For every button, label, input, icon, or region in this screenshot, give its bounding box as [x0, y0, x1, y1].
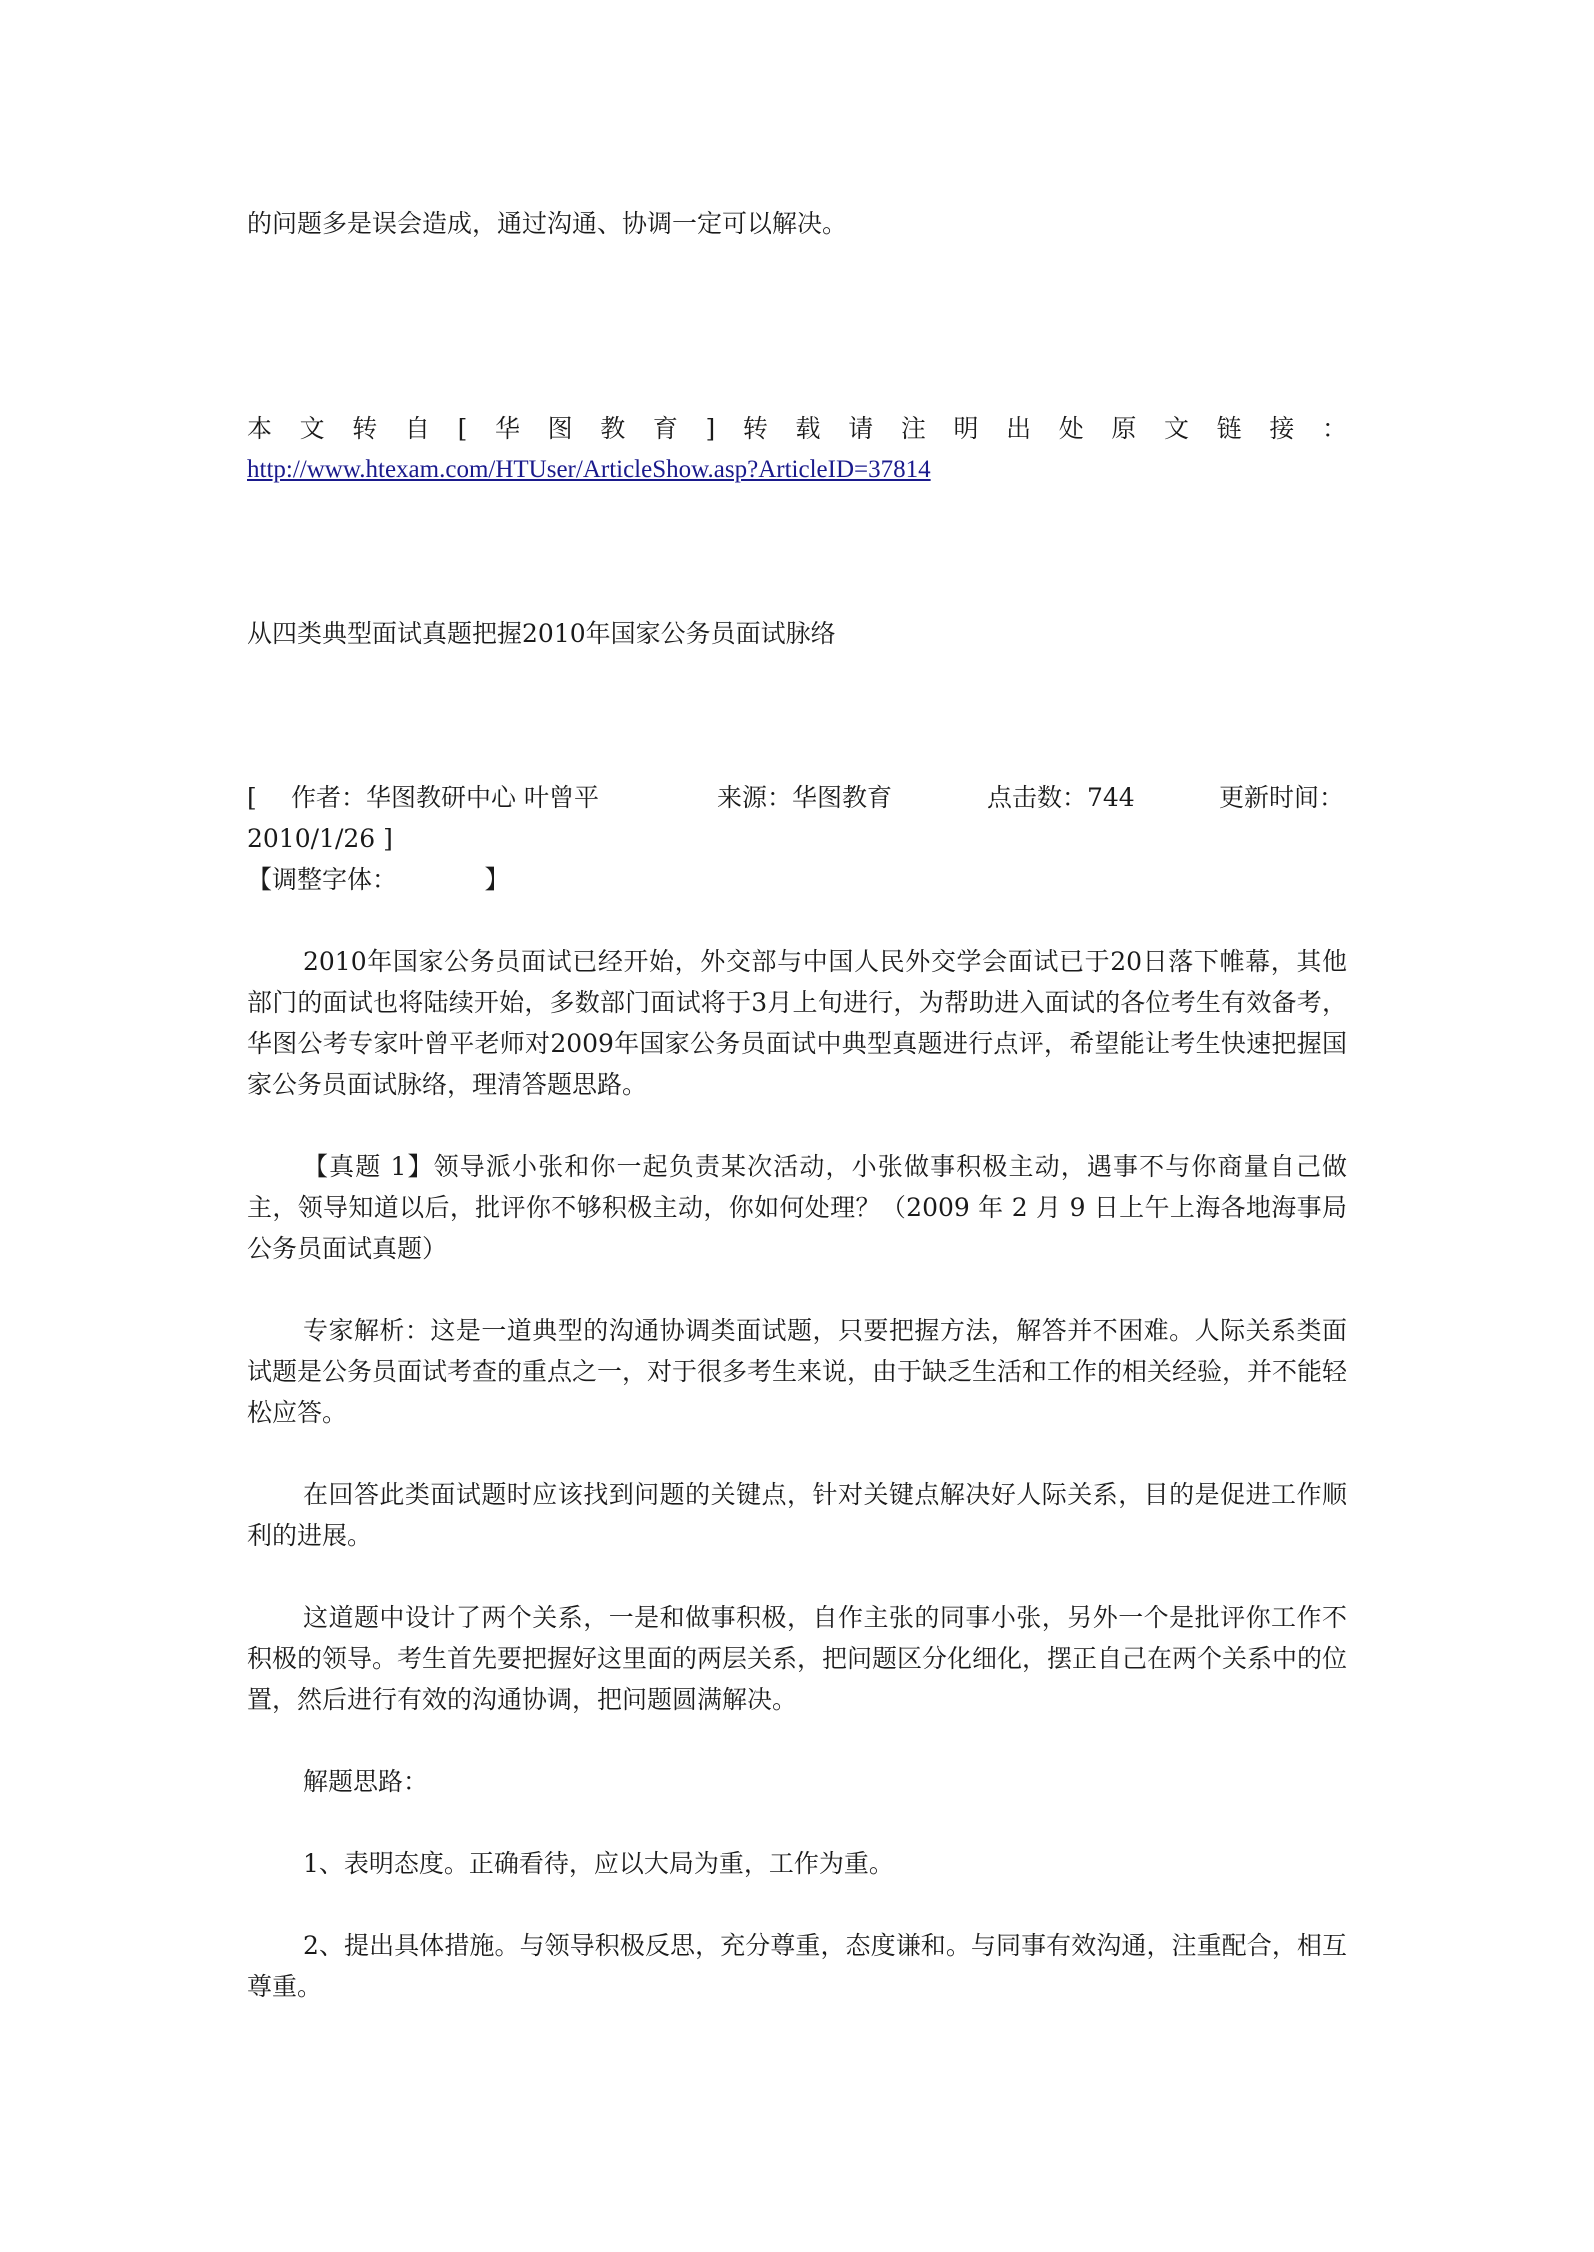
approach-label: 解题思路：	[303, 1767, 429, 1796]
source-attribution-char: 链	[1216, 414, 1242, 443]
meta-author: 作者：华图教研中心 叶曾平	[291, 783, 599, 812]
step-1-paragraph: 1、表明态度。正确看待，应以大局为重，工作为重。	[303, 1849, 894, 1878]
source-attribution-char: ]	[705, 414, 716, 443]
source-attribution-char: 文	[1164, 414, 1190, 443]
meta-open-bracket: [	[247, 783, 257, 812]
meta-update-label: 更新时间：	[1219, 783, 1345, 812]
source-attribution-char: 原	[1111, 414, 1137, 443]
source-attribution-char: 自	[404, 414, 430, 443]
source-attribution-char: ：	[1321, 414, 1347, 443]
source-attribution-char: 华	[494, 414, 520, 443]
source-attribution-char: 请	[848, 414, 874, 443]
meta-source: 来源：华图教育	[717, 783, 893, 812]
question-1-paragraph: 【真题 1】领导派小张和你一起负责某次活动，小张做事积极主动，遇事不与你商量自己做主，领导知道以后，批评你不够积极主动，你如何处理？（2009 年 2 月 9 日上午上海各地海事局公务员面试真题）	[247, 1152, 1347, 1263]
key-point-paragraph: 在回答此类面试题时应该找到问题的关键点，针对关键点解决好人际关系，目的是促进工作顺利的进展。	[247, 1480, 1347, 1550]
article-title: 从四类典型面试真题把握2010年国家公务员面试脉络	[247, 619, 836, 648]
source-attribution-char: 教	[600, 414, 626, 443]
source-url-link[interactable]: http://www.htexam.com/HTUser/ArticleShow.asp?ArticleID=37814	[247, 456, 931, 483]
source-attribution-char: 出	[1006, 414, 1032, 443]
source-attribution-char: 明	[953, 414, 979, 443]
font-adjust[interactable]: 【调整字体： 】	[247, 865, 510, 894]
source-attribution-char: 注	[900, 414, 926, 443]
source-attribution-char: 处	[1058, 414, 1084, 443]
analysis-paragraph: 专家解析：这是一道典型的沟通协调类面试题，只要把握方法，解答并不困难。人际关系类面试题是公务员面试考查的重点之一，对于很多考生来说，由于缺乏生活和工作的相关经验，并不能轻松应答。	[247, 1316, 1348, 1427]
source-attribution-char: 图	[547, 414, 573, 443]
intro-paragraph: 2010年国家公务员面试已经开始，外交部与中国人民外交学会面试已于20日落下帷幕，其他部门的面试也将陆续开始，多数部门面试将于3月上旬进行，为帮助进入面试的各位考生有效备考，华图公考专家叶曾平老师对2009年国家公务员面试中典型真题进行点评，希望能让考生快速把握国家公务员面试脉络，理清答题思路。	[247, 947, 1347, 1099]
source-attribution-char: 文	[299, 414, 325, 443]
step-2-paragraph: 2、提出具体措施。与领导积极反思，充分尊重，态度谦和。与同事有效沟通，注重配合，相互尊重。	[247, 1931, 1347, 2001]
meta-clicks: 点击数：744	[987, 783, 1135, 812]
source-attribution-char: 转	[742, 414, 768, 443]
source-attribution-char: 育	[652, 414, 678, 443]
top-fragment: 的问题多是误会造成，通过沟通、协调一定可以解决。	[247, 209, 848, 238]
source-attribution-char: 本	[247, 414, 273, 443]
meta-update-date: 2010/1/26 ]	[247, 824, 393, 853]
source-attribution-char: 转	[352, 414, 378, 443]
source-attribution	[247, 408, 1347, 449]
source-attribution-char: 接	[1269, 414, 1295, 443]
source-attribution-char: 载	[795, 414, 821, 443]
source-attribution-char: [	[457, 414, 468, 443]
two-relations-paragraph: 这道题中设计了两个关系，一是和做事积极，自作主张的同事小张，另外一个是批评你工作不积极的领导。考生首先要把握好这里面的两层关系，把问题区分化细化，摆正自己在两个关系中的位置，然后进行有效的沟通协调，把问题圆满解决。	[247, 1603, 1348, 1714]
